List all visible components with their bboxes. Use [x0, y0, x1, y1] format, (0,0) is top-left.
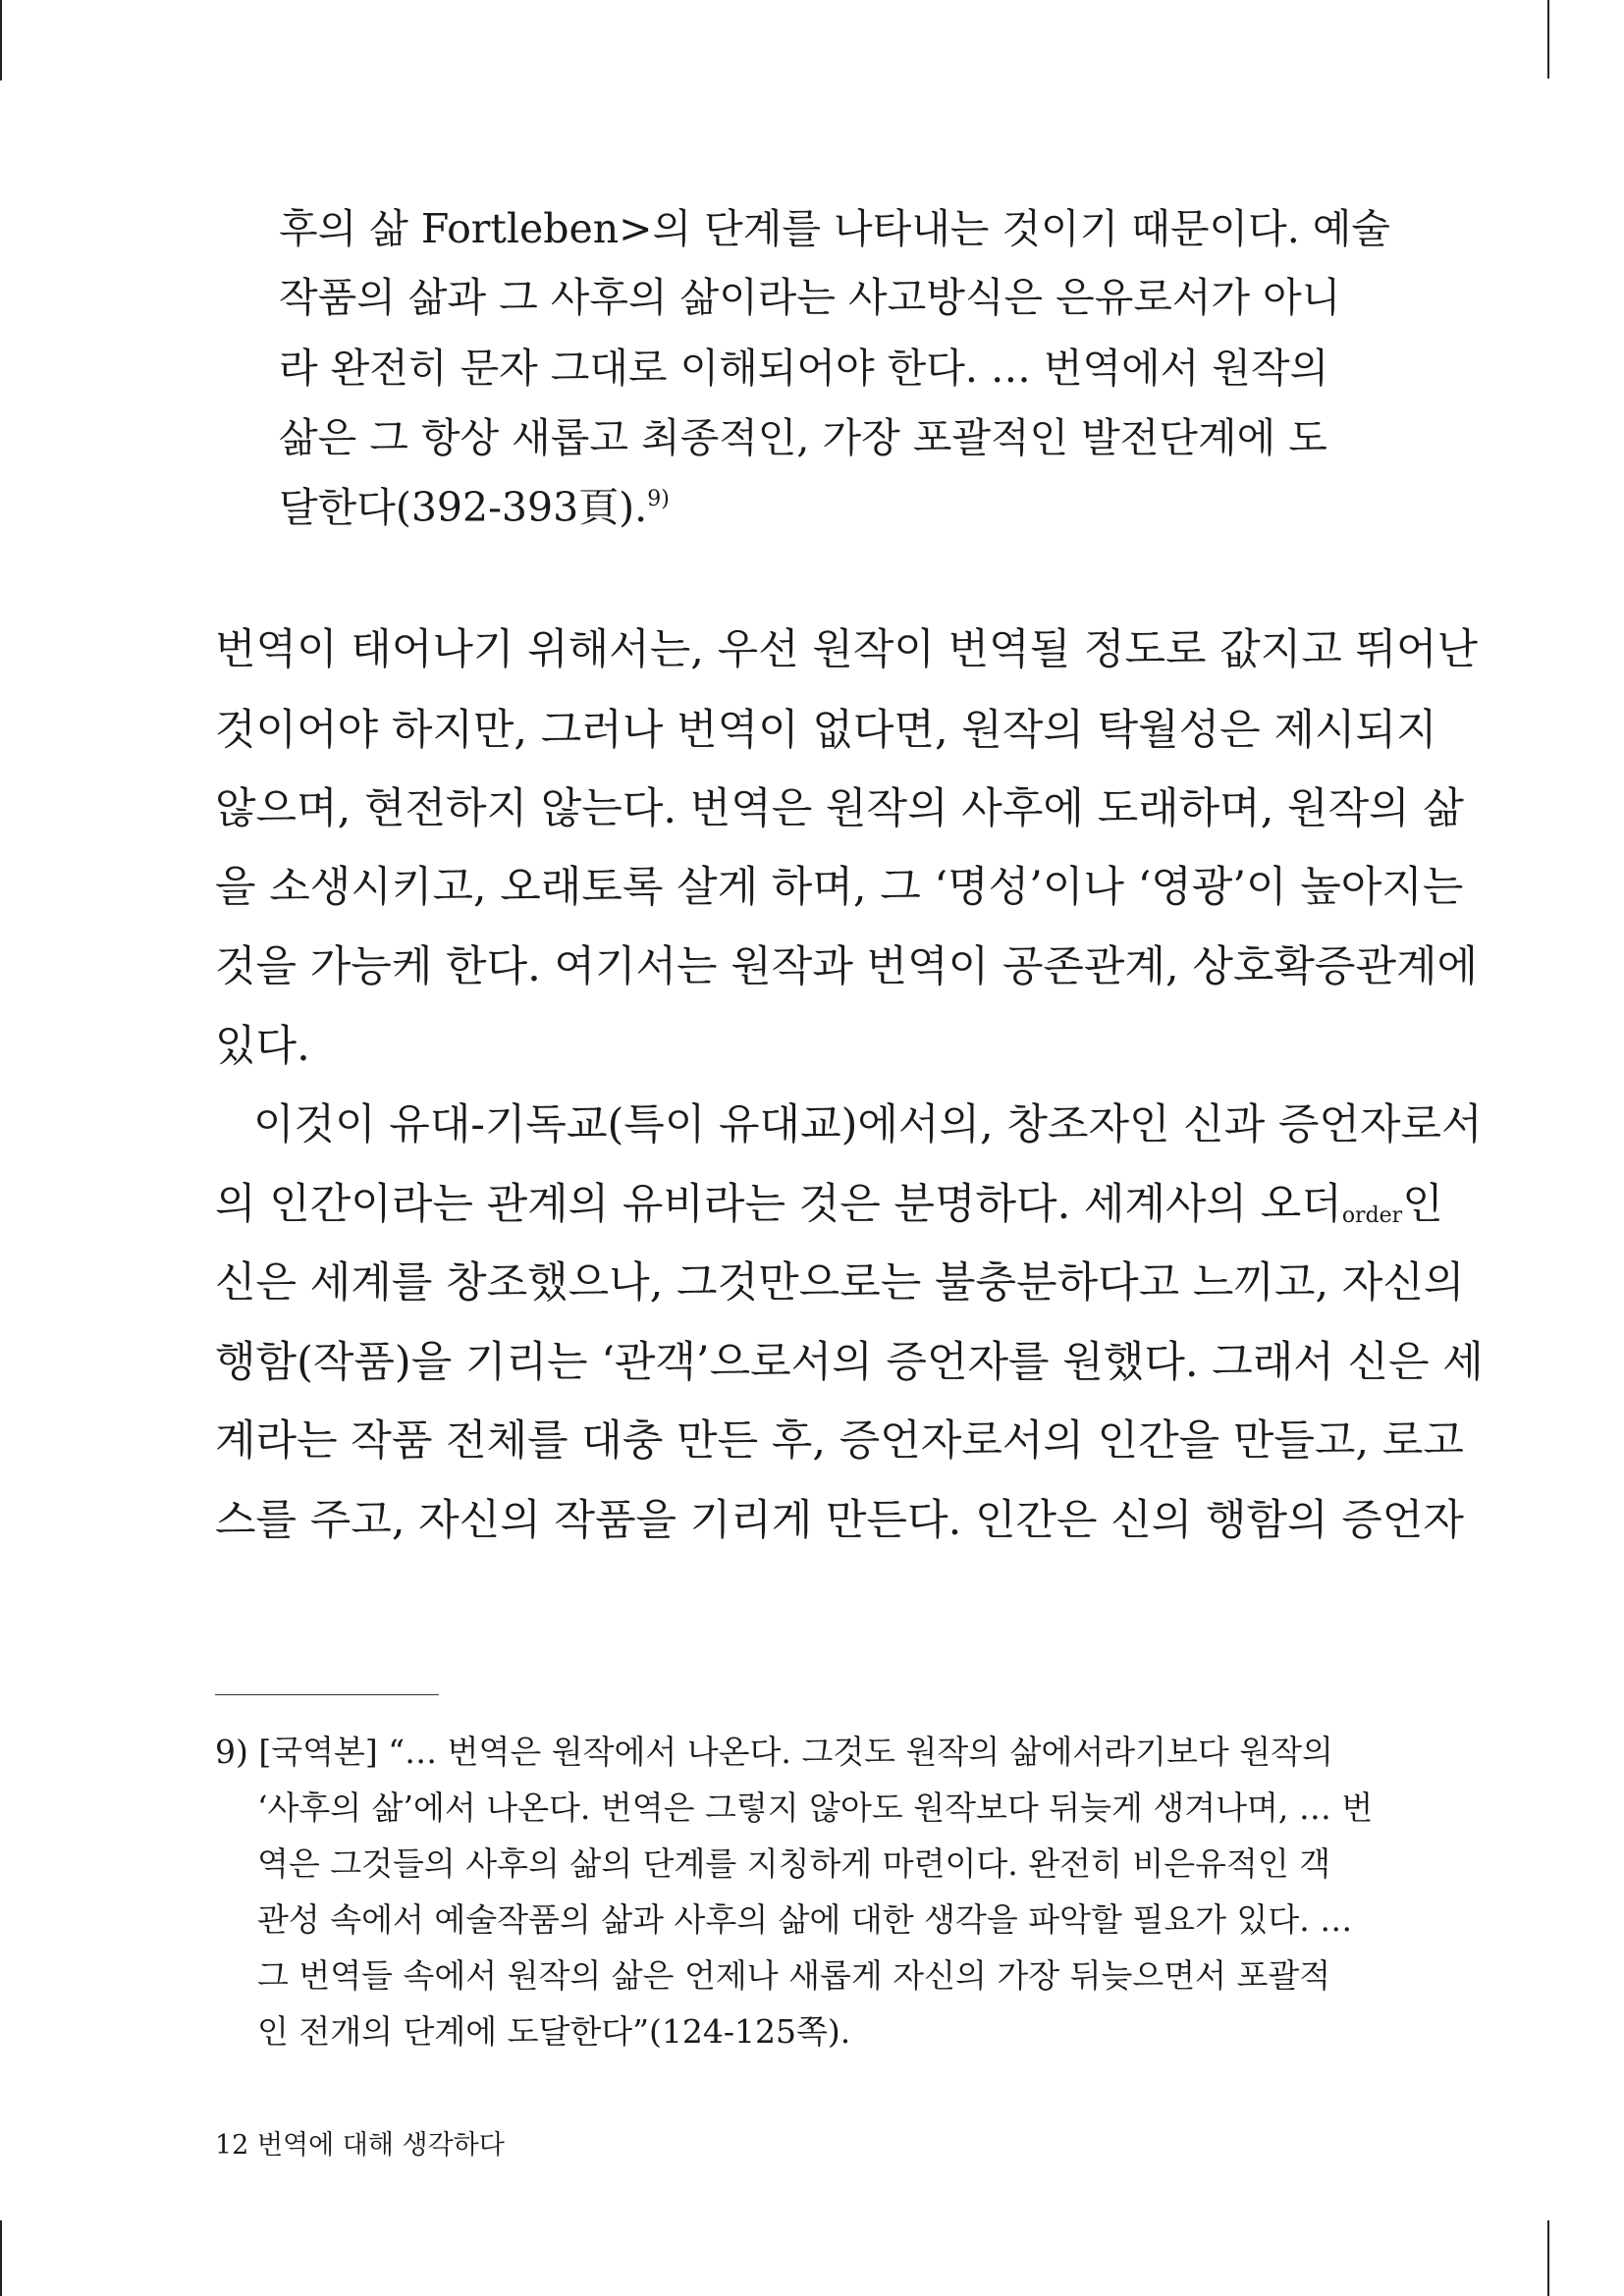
- quote-line: 삶은 그 항상 새롭고 최종적인, 가장 포괄적인 발전단계에 도: [279, 414, 1327, 461]
- footnote-line: 인 전개의 단계에 도달한다”(124-125쪽).: [257, 2012, 851, 2051]
- subscript-gloss: order: [1341, 1203, 1403, 1228]
- quote-line: [279, 475, 670, 533]
- footnote-line: 역은 그것들의 사후의 삶의 단계를 지칭하게 마련이다. 완전히 비은유적인 객: [257, 1844, 1331, 1883]
- body-line: 신은 세계를 창조했으나, 그것만으로는 불충분하다고 느끼고, 자신의: [215, 1258, 1465, 1308]
- quote-line: 후의 삶 Fortleben>의 단계를 나타내는 것이기 때문이다. 예술: [279, 205, 1390, 252]
- body-line: 계라는 작품 전체를 대충 만든 후, 증언자로서의 인간을 만들고, 로고: [215, 1416, 1464, 1466]
- quote-text: 달한다(392-393頁).: [279, 484, 648, 531]
- footnote-line: 그 번역들 속에서 원작의 삶은 언제나 새롭게 자신의 가장 뒤늦으면서 포괄적: [257, 1956, 1331, 1995]
- body-line: 스를 주고, 자신의 작품을 기리게 만든다. 인간은 신의 행함의 증언자: [215, 1496, 1464, 1545]
- footnote-line: 관성 속에서 예술작품의 삶과 사후의 삶에 대한 생각을 파악할 필요가 있다. …: [257, 1900, 1353, 1939]
- body-line: 있다.: [215, 1022, 310, 1071]
- body-text-segment: 의 인간이라는 관계의 유비라는 것은 분명하다. 세계사의 오더: [215, 1180, 1342, 1229]
- crop-mark-top-left: [0, 0, 2, 80]
- crop-mark-bottom-left: [0, 2220, 2, 2296]
- crop-mark-top-right: [1547, 0, 1549, 79]
- footnote-divider: [215, 1694, 439, 1695]
- footnote-line: 9) [국역본] “… 번역은 원작에서 나온다. 그것도 원작의 삶에서라기보다 원작의: [215, 1733, 1333, 1771]
- body-line: 것을 가능케 한다. 여기서는 원작과 번역이 공존관계, 상호확증관계에: [215, 942, 1479, 991]
- body-line: 않으며, 현전하지 않는다. 번역은 원작의 사후에 도래하며, 원작의 삶: [215, 784, 1464, 833]
- body-text-segment: 인: [1402, 1180, 1443, 1229]
- footnote-line: ‘사후의 삶’에서 나온다. 번역은 그렇지 않아도 원작보다 뒤늦게 생겨나며, … 번: [257, 1789, 1374, 1827]
- body-line: [215, 1171, 1443, 1231]
- quote-line: 작품의 삶과 그 사후의 삶이라는 사고방식은 은유로서가 아니: [279, 274, 1341, 321]
- quote-line: 라 완전히 문자 그대로 이해되어야 한다. … 번역에서 원작의: [279, 345, 1329, 392]
- body-line: 을 소생시키고, 오래토록 살게 하며, 그 ‘명성’이나 ‘영광’이 높아지는: [215, 863, 1464, 912]
- body-line: 행함(작품)을 기리는 ‘관객’으로서의 증언자를 원했다. 그래서 신은 세: [215, 1338, 1484, 1387]
- body-line: 이것이 유대-기독교(특이 유대교)에서의, 창조자인 신과 증언자로서: [253, 1100, 1483, 1149]
- footnote-reference[interactable]: 9): [647, 487, 670, 511]
- body-line: 번역이 태어나기 위해서는, 우선 원작이 번역될 정도로 값지고 뛰어난: [215, 625, 1479, 674]
- body-line: 것이어야 하지만, 그러나 번역이 없다면, 원작의 탁월성은 제시되지: [215, 706, 1437, 755]
- crop-mark-bottom-right: [1547, 2220, 1549, 2296]
- page-folio: 12 번역에 대해 생각하다: [215, 2130, 505, 2161]
